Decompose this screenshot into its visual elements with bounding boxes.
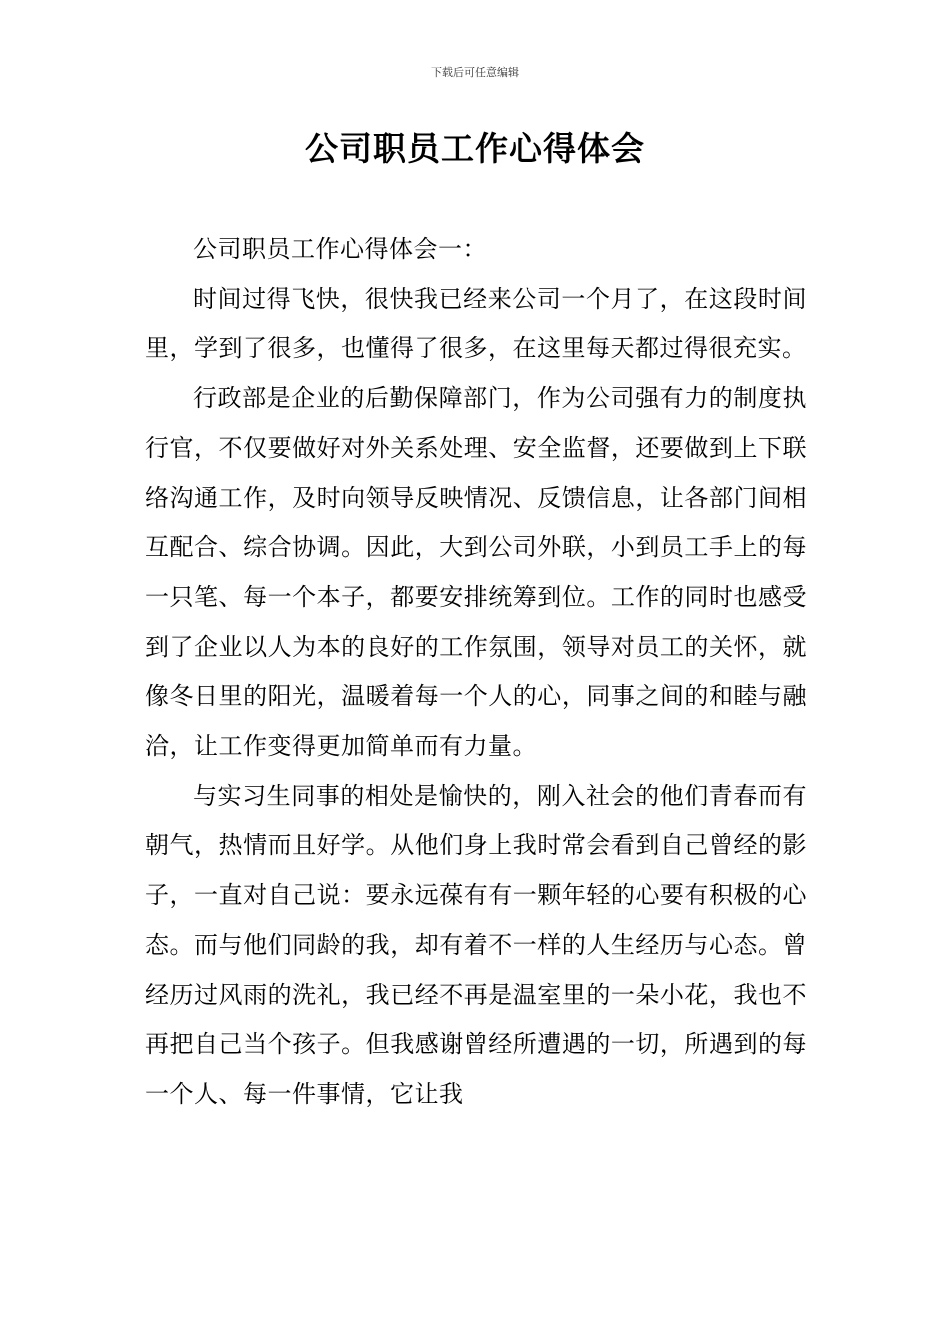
paragraph: 时间过得飞快，很快我已经来公司一个月了，在这段时间里，学到了很多，也懂得了很多，在这里每天都过得很充实。 [145, 284, 807, 363]
page-title: 公司职员工作心得体会 [305, 129, 645, 168]
paragraph: 与实习生同事的相处是愉快的，刚入社会的他们青春而有朝气，热情而且好学。从他们身上我时常会看到自己曾经的影子，一直对自己说：要永远葆有有一颗年轻的心要有积极的心态。而与他们同龄的我，却有着不一样的人生经历与心态。曾经历过风雨的洗礼，我已经不再是温室里的一朵小花，我也不再把自己当个孩子。但我感谢曾经所遭遇的一切，所遇到的每一个人、每一件事情，它让我 [145, 781, 807, 1108]
paragraph: 行政部是企业的后勤保障部门，作为公司强有力的制度执行官，不仅要做好对外关系处理、安全监督，还要做到上下联络沟通工作，及时向领导反映情况、反馈信息，让各部门间相互配合、综合协调。因此，大到公司外联，小到员工手上的每一只笔、每一个本子，都要安排统筹到位。工作的同时也感受到了企业以人为本的良好的工作氛围，领导对员工的关怀，就像冬日里的阳光，温暖着每一个人的心，同事之间的和睦与融洽，让工作变得更加简单而有力量。 [145, 384, 807, 761]
body-text [145, 225, 807, 1120]
paragraph-subheading: 公司职员工作心得体会一： [193, 235, 487, 263]
header-note: 下载后可任意编辑 [431, 66, 519, 79]
